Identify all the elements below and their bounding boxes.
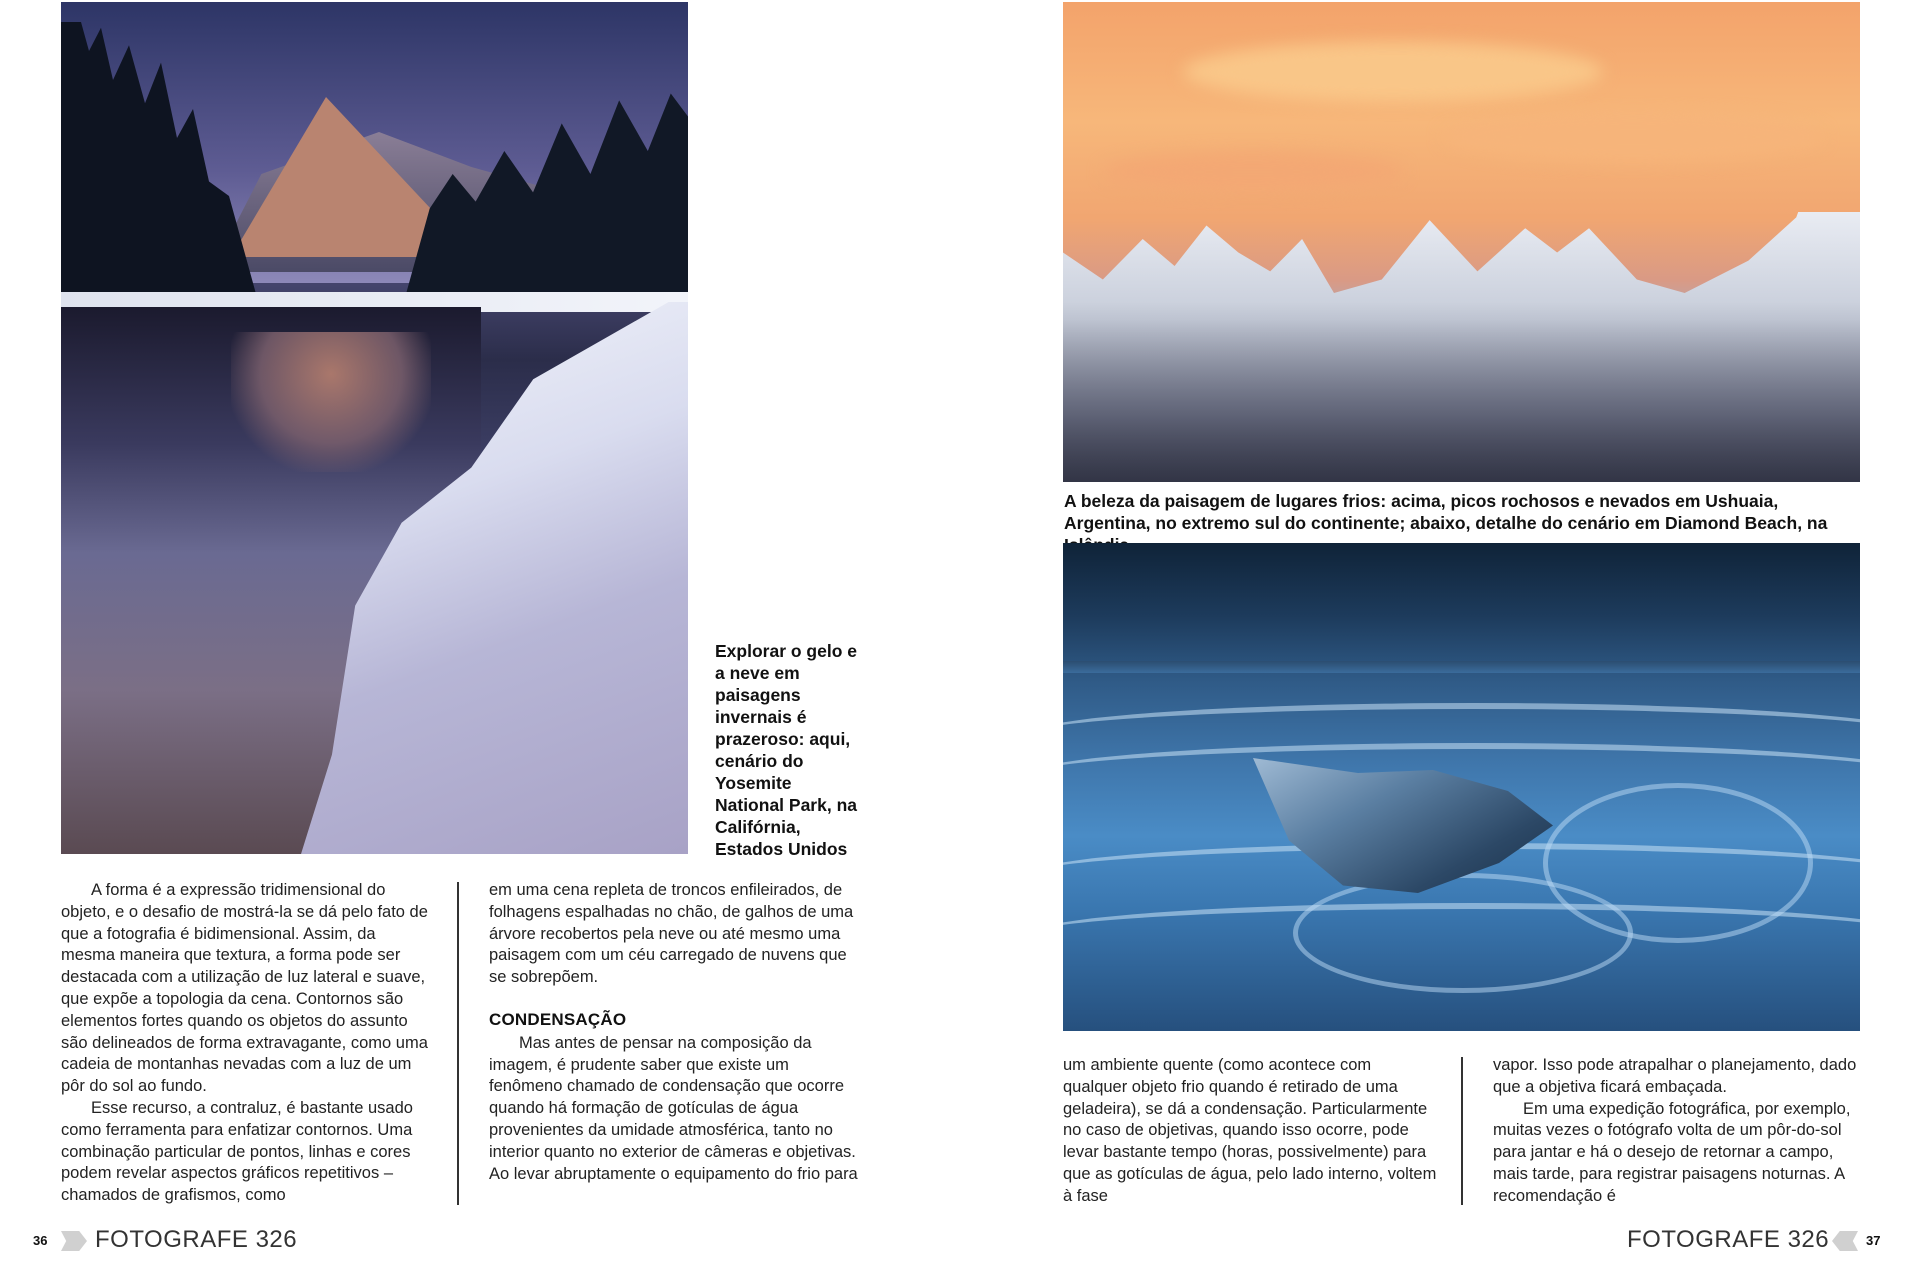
chevron-right-icon: [61, 1231, 87, 1251]
page-number-right: 37: [1866, 1233, 1881, 1248]
paragraph: A forma é a expressão tridimensional do objeto, e o desafio de mostrá-la se dá pelo fato de que a fotografia é bidimensional. Assim, da mesma maneira que textura, a forma pode ser destacada com a utilização de luz lateral e suave, que expõe a topologia da cena. Contornos são elementos fortes quando os objetos do assunto são delineados de forma extravagante, como uma cadeia de montanhas nevadas com a luz de um pôr do sol ao fundo.: [61, 881, 428, 1096]
left-text-column-2: [489, 880, 859, 1185]
left-text-column-1: [61, 880, 431, 1207]
paragraph: Mas antes de pensar na composição da imagem, é prudente saber que existe um fenômeno chamado de condensação que ocorre quando há formação de gotículas de água provenientes da umidade atmosférica, tanto no interior quanto no exterior de câmeras e objetivas. Ao levar abruptamente o equipamento do frio para: [489, 1033, 858, 1183]
right-text-column-2: [1493, 1055, 1868, 1208]
magazine-title-left: FOTOGRAFE 326: [95, 1226, 298, 1253]
paragraph: Em uma expedição fotográfica, por exemplo, muitas vezes o fotógrafo volta de um pôr-do-sol para jantar e há o desejo de retornar a campo, mais tarde, para registrar paisagens noturnas. A recomendação é: [1493, 1099, 1851, 1205]
paragraph: em uma cena repleta de troncos enfileirados, de folhagens espalhadas no chão, de galhos de uma árvore recobertos pela neve ou até mesmo uma paisagem com um céu carregado de nuvens que se sobrepõem.: [489, 881, 854, 987]
paragraph: vapor. Isso pode atrapalhar o planejamento, dado que a objetiva ficará embaçada.: [1493, 1056, 1857, 1096]
chevron-left-icon: [1832, 1231, 1858, 1251]
column-divider: [457, 882, 459, 1205]
yosemite-photo: [61, 2, 688, 854]
right-text-column-1: [1063, 1055, 1438, 1208]
section-heading: CONDENSAÇÃO: [489, 1009, 627, 1029]
diamond-beach-photo: [1063, 543, 1860, 1031]
column-divider: [1461, 1057, 1463, 1205]
paragraph: Esse recurso, a contraluz, é bastante usado como ferramenta para enfatizar contornos. Uma combinação particular de pontos, linhas e cores podem revelar aspectos gráficos repetitivos – chamados de grafismos, como: [61, 1098, 413, 1205]
yosemite-photo-caption: Explorar o gelo e a neve em paisagens invernais é prazeroso: aqui, cenário do Yosemite National Park, na Califórnia, Estados Unidos: [715, 641, 857, 859]
page-number-left: 36: [33, 1233, 48, 1248]
magazine-title-right: FOTOGRAFE 326: [1627, 1226, 1830, 1253]
ushuaia-mountains-photo: [1063, 2, 1860, 482]
paragraph: um ambiente quente (como acontece com qualquer objeto frio quando é retirado de uma geladeira), se dá a condensação. Particularmente no caso de objetivas, quando isso ocorre, pode levar bastante tempo (horas, possivelmente) para que as gotículas de água, pelo lado interno, voltem à fase: [1063, 1056, 1437, 1205]
cold-landscapes-caption: A beleza da paisagem de lugares frios: acima, picos rochosos e nevados em Ushuaia, Argentina, no extremo sul do continente; abaixo, detalhe do cenário em Diamond Beach, na: [1064, 491, 1828, 533]
